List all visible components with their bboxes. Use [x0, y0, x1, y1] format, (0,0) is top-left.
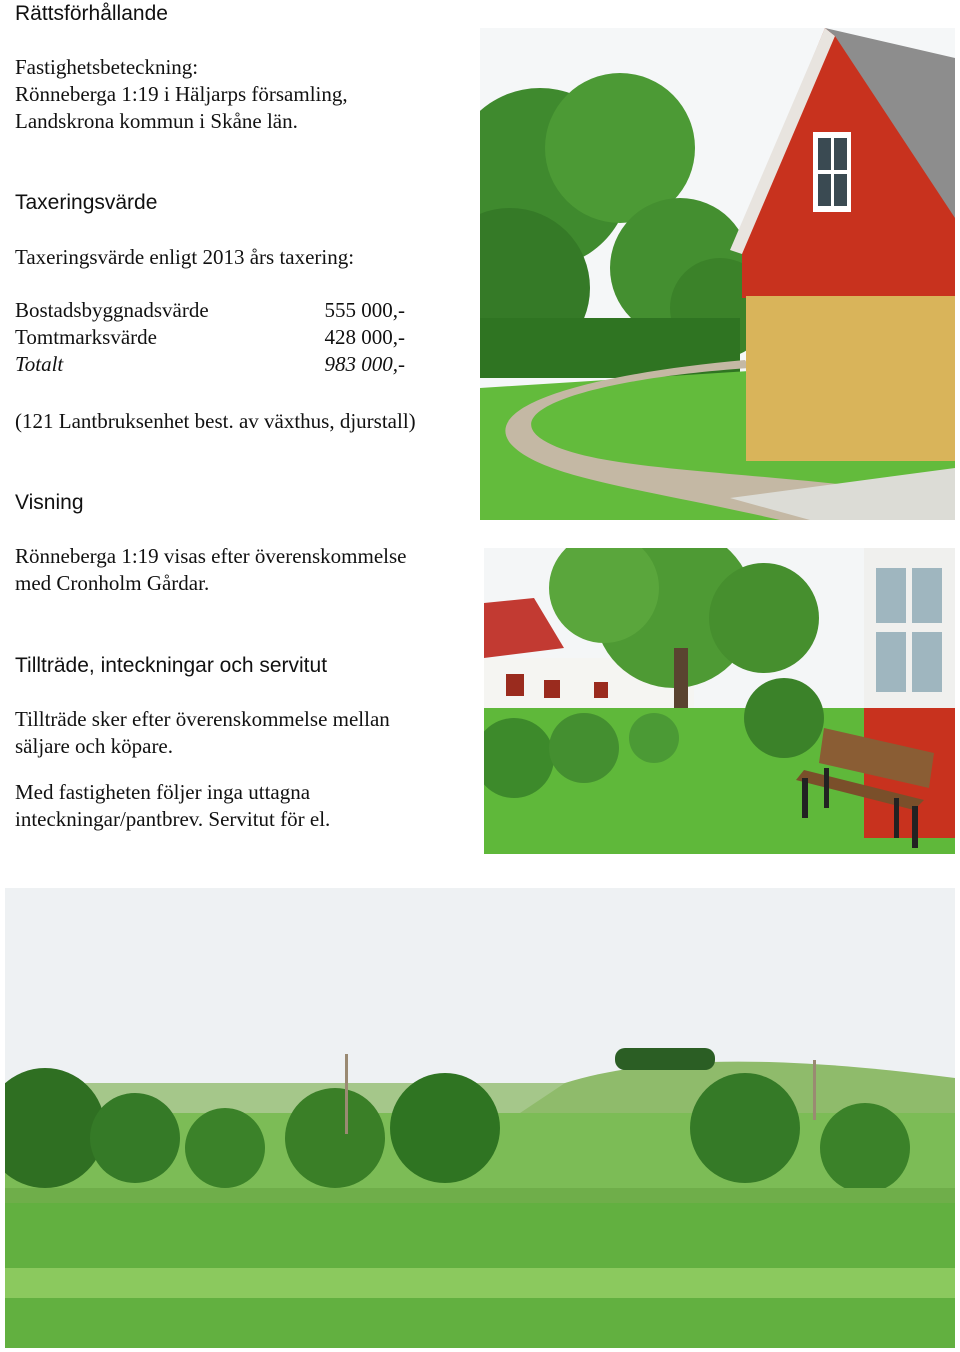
tilltrade-para-2: Med fastigheten följer inga uttagna inteckningar/pantbrev. Servitut för el. — [15, 780, 331, 831]
tax-row-label: Bostadsbyggnadsvärde — [15, 298, 209, 322]
section-heading-tilltrade: Tillträde, inteckningar och servitut — [15, 654, 328, 677]
section-heading-taxering: Taxeringsvärde — [15, 191, 158, 214]
property-line-2: Landskrona kommun i Skåne län. — [15, 109, 298, 133]
tax-row-value: 983 000,- — [324, 352, 405, 376]
taxering-note: (121 Lantbruksenhet best. av växthus, djurstall) — [15, 409, 416, 433]
tax-row-total — [15, 352, 405, 379]
tax-row-label: Tomtmarksvärde — [15, 325, 157, 349]
tilltrade-para-1: Tillträde sker efter överenskommelse mellan säljare och köpare. — [15, 707, 390, 758]
section-heading-rattsforhallande: Rättsförhållande — [15, 2, 168, 25]
tax-row-value: 555 000,- — [324, 298, 405, 322]
section-heading-visning: Visning — [15, 491, 84, 514]
tax-row-label: Totalt — [15, 352, 64, 376]
property-label: Fastighetsbeteckning: — [15, 55, 199, 79]
property-designation — [15, 54, 348, 135]
taxering-intro: Taxeringsvärde enligt 2013 års taxering: — [15, 245, 355, 269]
tax-row-tomtmark — [15, 325, 405, 352]
photo-barn-road — [480, 28, 955, 520]
photo-landscape — [5, 888, 955, 1348]
property-line-1: Rönneberga 1:19 i Häljarps församling, — [15, 82, 348, 106]
tax-row-bostad — [15, 298, 405, 325]
visning-text: Rönneberga 1:19 visas efter överenskommelse med Cronholm Gårdar. — [15, 544, 407, 595]
photo-garden-bench — [484, 548, 955, 854]
tax-row-value: 428 000,- — [324, 325, 405, 349]
